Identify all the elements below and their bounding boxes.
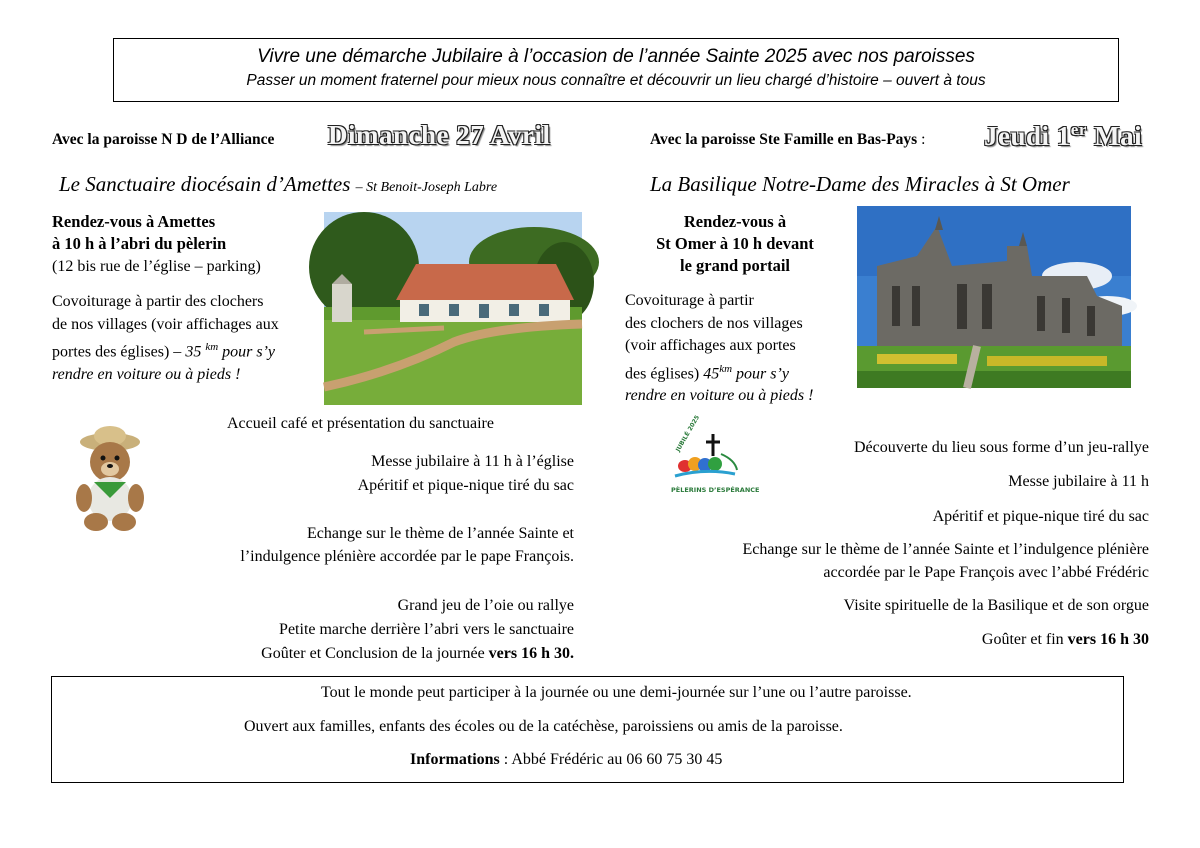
footer-box: [51, 676, 1124, 783]
left-address: (12 bis rue de l’église – parking): [52, 258, 261, 275]
left-echange-line1: Echange sur le thème de l’année Sainte et: [307, 525, 574, 542]
left-subtitle-small: – St Benoit-Joseph Labre: [355, 180, 498, 195]
right-distance-unit: km: [719, 362, 733, 375]
header-title: Vivre une démarche Jubilaire à l’occasion de l’année Sainte 2025 avec nos paroisses: [257, 46, 975, 67]
right-aperitif: Apéritif et pique-nique tiré du sac: [932, 508, 1149, 525]
right-rdv-line2: St Omer à 10 h devant: [656, 234, 814, 253]
left-marche: Petite marche derrière l’abri vers le sanctuaire: [279, 621, 574, 638]
left-covoit-line4: rendre en voiture ou à pieds !: [52, 365, 241, 383]
jubilee-logo: [665, 414, 760, 504]
footer-info: [410, 751, 722, 769]
right-visite: Visite spirituelle de la Basilique et de son orgue: [843, 597, 1149, 614]
right-parish-name: Avec la paroisse Ste Famille en Bas-Pays: [650, 131, 918, 148]
footer-info-label: Informations: [410, 751, 500, 768]
right-covoit-line4: des églises) $45^{km}$ pour s’y: [625, 362, 789, 382]
footer-line1: Tout le monde peut participer à la journée ou une demi-journée sur l’une ou l’autre paroisse.: [321, 684, 912, 701]
header-subtitle: Passer un moment fraternel pour mieux nous connaître et découvrir un lieu chargé d’histoire – ouvert à tous: [246, 72, 986, 89]
left-distance-unit: km: [205, 341, 219, 353]
left-messe: Messe jubilaire à 11 h à l’église: [371, 453, 574, 470]
left-jeu: Grand jeu de l’oie ou rallye: [397, 597, 574, 614]
left-rendezvous: [52, 211, 226, 255]
right-subtitle: La Basilique Notre-Dame des Miracles à St Omer: [650, 172, 1070, 196]
basilica-photo: [857, 206, 1131, 388]
left-date: Dimanche 27 Avril: [328, 120, 551, 150]
left-covoit-line2: de nos villages (voir affichages aux: [52, 315, 279, 333]
right-covoiturage: [625, 290, 813, 408]
left-covoit-line1: Covoiturage à partir des clochers: [52, 293, 264, 310]
left-covoit-line3: portes des églises) – 35 $^{km}$ pour s’y: [52, 341, 276, 361]
right-covoit-line5: rendre en voiture ou à pieds !: [625, 387, 814, 405]
right-distance: 45: [703, 364, 720, 382]
left-gouter: Goûter et Conclusion de la journée vers 16 h 30.: [261, 645, 574, 662]
left-parish-heading: [52, 131, 274, 149]
logo-bottom-text: PÈLERINS D’ESPÉRANCE: [671, 486, 760, 494]
right-rendezvous: [630, 211, 840, 277]
left-accueil: Accueil café et présentation du sanctuaire: [227, 415, 494, 432]
left-subtitle-main: Le Sanctuaire diocésain d’Amettes: [59, 172, 351, 196]
left-aperitif: Apéritif et pique-nique tiré du sac: [357, 477, 574, 494]
left-rdv-line1: Rendez-vous à Amettes: [52, 212, 216, 231]
amettes-photo: [324, 212, 582, 405]
teddy-bear-image: [70, 424, 150, 532]
logo-top-text: JUBILÉ 2025: [674, 414, 702, 453]
right-rdv-line3: le grand portail: [680, 256, 790, 275]
right-echange-line2: accordée par le Pape François avec l’abbé Frédéric: [823, 564, 1149, 581]
right-date: Jeudi 1er Mai: [984, 120, 1143, 151]
left-subtitle: [59, 172, 497, 197]
left-gouter-time: vers 16 h 30.: [488, 645, 574, 662]
left-echange-line2: l’indulgence plénière accordée par le pape François.: [240, 548, 574, 565]
footer-info-text: : Abbé Frédéric au 06 60 75 30 45: [499, 751, 723, 768]
right-echange-line1: Echange sur le thème de l’année Sainte et l’indulgence plénière: [742, 541, 1149, 558]
left-covoiturage: [52, 291, 279, 386]
footer-line2: Ouvert aux familles, enfants des écoles ou de la catéchèse, paroissiens ou amis de la paroisse.: [244, 718, 843, 735]
right-gouter: Goûter et fin vers 16 h 30: [981, 631, 1149, 648]
left-distance: 35: [185, 343, 202, 361]
right-covoit-line2: des clochers de nos villages: [625, 314, 803, 332]
right-gouter-time: vers 16 h 30: [1067, 631, 1149, 648]
left-parish-name: Avec la paroisse N D de l’Alliance: [52, 131, 275, 148]
right-covoit-line3: (voir affichages aux portes: [625, 337, 796, 354]
right-parish-heading: Avec la paroisse Ste Famille en Bas-Pays :: [650, 131, 926, 148]
right-rdv-line1: Rendez-vous à: [683, 212, 787, 231]
left-rdv-line2: à 10 h à l’abri du pèlerin: [52, 234, 227, 253]
right-messe: Messe jubilaire à 11 h: [1008, 473, 1149, 490]
header-box: [113, 38, 1119, 102]
right-covoit-line1: Covoiturage à partir: [625, 292, 754, 309]
right-decouverte: Découverte du lieu sous forme d’un jeu-rallye: [853, 439, 1149, 456]
